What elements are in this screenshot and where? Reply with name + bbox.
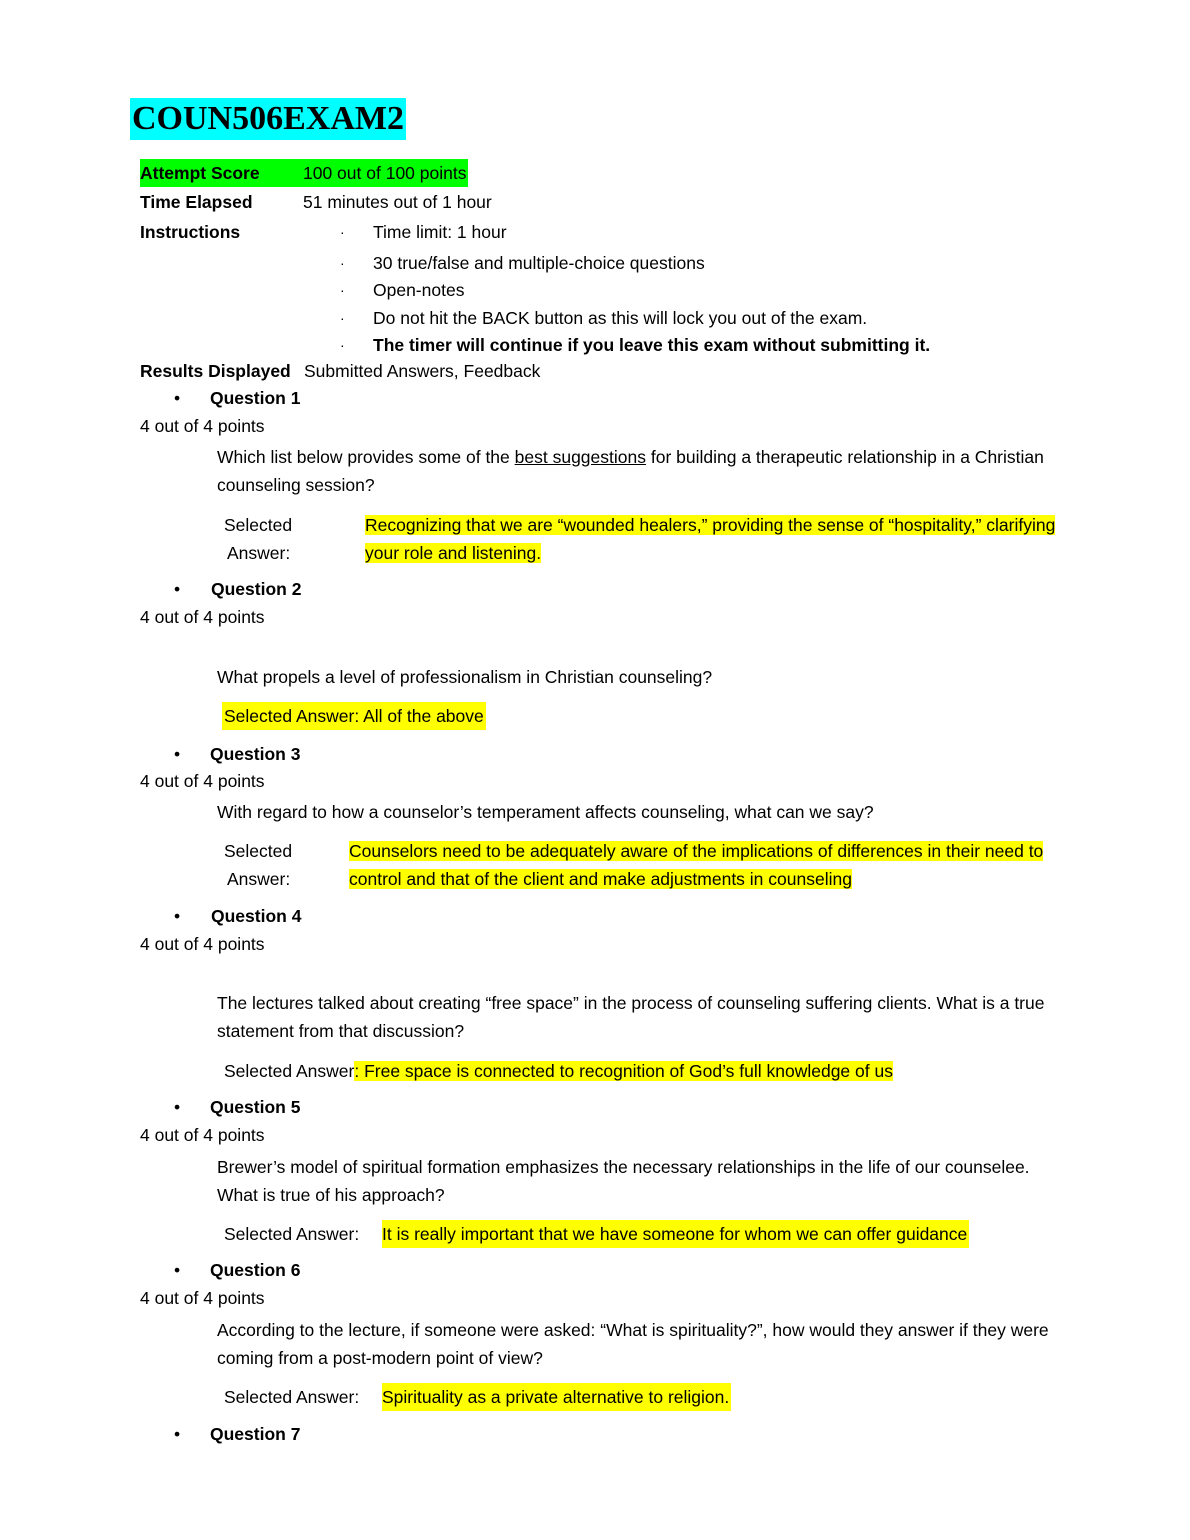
- question-label: Question 2: [211, 579, 302, 599]
- question-points: 4 out of 4 points: [140, 934, 265, 954]
- time-elapsed-value: 51 minutes out of 1 hour: [303, 192, 492, 212]
- selected-answer-text: Spirituality as a private alternative to religion.: [382, 1383, 731, 1411]
- question-text: According to the lecture, if someone were asked: “What is spirituality?”, how would they answer if they were coming from a post-modern point of view?: [217, 1320, 1049, 1368]
- question-label: Question 5: [210, 1097, 301, 1117]
- question-text-part: for building a therapeutic relationship in a Christian counseling session?: [217, 447, 1044, 495]
- bullet-icon: •: [174, 579, 181, 599]
- instruction-item: Time limit: 1 hour: [373, 222, 507, 242]
- selected-answer-label: Selected Answer: [224, 1061, 355, 1081]
- bullet-icon: ·: [340, 337, 345, 353]
- selected-answer-text: It is really important that we have someone for whom we can offer guidance: [382, 1220, 969, 1248]
- selected-answer-text: Counselors need to be adequately aware of the implications of differences in their need to control and that of the client and make adjustments in counseling: [349, 841, 1044, 889]
- bullet-icon: •: [174, 1260, 181, 1280]
- bullet-icon: ·: [340, 224, 345, 240]
- question-label: Question 3: [210, 744, 301, 764]
- bullet-icon: •: [174, 388, 181, 408]
- bullet-icon: ·: [340, 310, 345, 326]
- bullet-icon: •: [174, 1424, 181, 1444]
- question-points: 4 out of 4 points: [140, 771, 265, 791]
- question-text: Brewer’s model of spiritual formation emphasizes the necessary relationships in the life of our counselee. What is true of his approach?: [217, 1157, 1030, 1205]
- answer-label: Answer:: [227, 869, 291, 889]
- time-elapsed-label: Time Elapsed: [140, 192, 253, 212]
- question-label: Question 4: [211, 906, 302, 926]
- bullet-icon: •: [174, 906, 181, 926]
- selected-answer: Selected Answer: All of the above: [222, 702, 486, 730]
- bullet-icon: •: [174, 1097, 181, 1117]
- question-text: With regard to how a counselor’s temperament affects counseling, what can we say?: [217, 802, 874, 822]
- attempt-score-value: 100 out of 100 points: [303, 159, 468, 187]
- question-points: 4 out of 4 points: [140, 416, 265, 436]
- question-points: 4 out of 4 points: [140, 1288, 265, 1308]
- bullet-icon: ·: [340, 255, 345, 271]
- answer-label: Answer:: [227, 543, 291, 563]
- question-text-part: Which list below provides some of the: [217, 447, 515, 467]
- selected-label: Selected: [224, 841, 293, 861]
- selected-label: Selected: [224, 515, 293, 535]
- selected-answer: [365, 511, 1075, 567]
- bullet-icon: •: [174, 744, 181, 764]
- selected-answer: [224, 1057, 893, 1085]
- selected-answer: [349, 837, 1079, 893]
- selected-answer-label: Selected Answer:: [224, 1387, 360, 1407]
- instructions-label: Instructions: [140, 222, 241, 242]
- instruction-item: Open-notes: [373, 280, 465, 300]
- question-label: Question 7: [210, 1424, 301, 1444]
- instruction-item: The timer will continue if you leave this exam without submitting it.: [373, 335, 931, 355]
- question-label: Question 1: [210, 388, 301, 408]
- question-label: Question 6: [210, 1260, 301, 1280]
- results-value: Submitted Answers, Feedback: [304, 361, 541, 381]
- question-text: [217, 443, 1087, 499]
- attempt-score-label: Attempt Score: [140, 159, 303, 187]
- question-text: What propels a level of professionalism in Christian counseling?: [217, 667, 713, 687]
- question-text: The lectures talked about creating “free space” in the process of counseling suffering clients. What is a true statement from that discussion?: [217, 993, 1045, 1041]
- question-text-underlined: best suggestions: [514, 447, 646, 467]
- question-points: 4 out of 4 points: [140, 1125, 265, 1145]
- selected-answer-text: Recognizing that we are “wounded healers,” providing the sense of “hospitality,” clarifying your role and listening.: [365, 515, 1056, 563]
- question-points: 4 out of 4 points: [140, 607, 265, 627]
- page-title: COUN506EXAM2: [130, 98, 406, 140]
- instruction-item: Do not hit the BACK button as this will lock you out of the exam.: [373, 308, 868, 328]
- results-label: Results Displayed: [140, 361, 291, 381]
- bullet-icon: ·: [340, 282, 345, 298]
- instruction-item: 30 true/false and multiple-choice questions: [373, 253, 705, 273]
- selected-answer-text: : Free space is connected to recognition of God’s full knowledge of us: [354, 1061, 893, 1081]
- selected-answer-label: Selected Answer:: [224, 1224, 360, 1244]
